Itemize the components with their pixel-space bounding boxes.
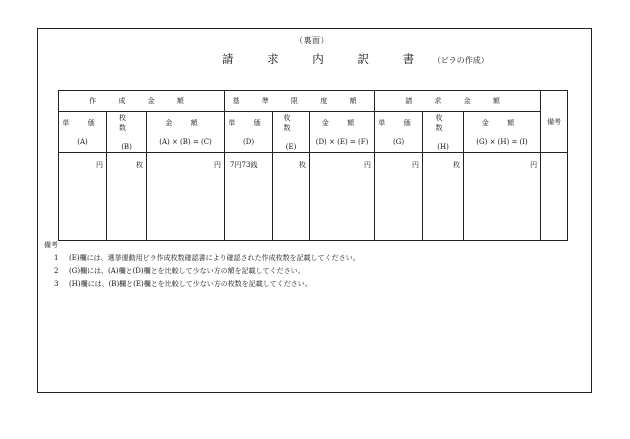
col-header-d: 単 価 (D) bbox=[225, 112, 273, 153]
remarks-header: 備考 bbox=[541, 91, 568, 153]
cell-c-amount[interactable]: 円 bbox=[147, 153, 225, 241]
col-header-h: 枚 数 (H) bbox=[423, 112, 464, 153]
col-header-i: 金 額 (G) × (H) = (I) bbox=[464, 112, 541, 153]
column-header-row bbox=[59, 112, 568, 153]
col-header-b: 枚 数 (B) bbox=[107, 112, 147, 153]
note-item: 1 (E)欄には、選挙運動用ビラ作成枚数確認書により確認された作成枚数を記載してください。 bbox=[54, 254, 360, 262]
col-header-e: 枚 数 (E) bbox=[273, 112, 310, 153]
data-row bbox=[59, 153, 568, 241]
cell-remarks[interactable] bbox=[541, 153, 568, 241]
claim-breakdown-table bbox=[58, 90, 568, 241]
side-label: （裏面） bbox=[295, 36, 329, 45]
col-header-f: 金 額 (D) × (E) = (F) bbox=[310, 112, 375, 153]
cell-i-amount[interactable]: 円 bbox=[464, 153, 541, 241]
col-header-a: 単 価 (A) bbox=[59, 112, 107, 153]
title-text: 請 求 内 訳 書 bbox=[222, 52, 430, 66]
cell-h-quantity[interactable]: 枚 bbox=[423, 153, 464, 241]
document-title bbox=[222, 51, 489, 67]
cell-a-unit-price[interactable]: 円 bbox=[59, 153, 107, 241]
cell-b-quantity[interactable]: 枚 bbox=[107, 153, 147, 241]
cell-g-unit-price[interactable]: 円 bbox=[375, 153, 423, 241]
note-item: 2 (G)欄には、(A)欄と(D)欄とを比較して少ない方の額を記載してください。 bbox=[54, 267, 305, 275]
notes-section bbox=[44, 239, 360, 291]
cell-f-amount[interactable]: 円 bbox=[310, 153, 375, 241]
group-header-row bbox=[59, 91, 568, 112]
group-standard-limit: 基 準 限 度 額 bbox=[225, 91, 375, 112]
col-header-g: 単 価 (G) bbox=[375, 112, 423, 153]
cell-e-quantity[interactable]: 枚 bbox=[273, 153, 310, 241]
group-making-amount: 作 成 金 額 bbox=[59, 91, 225, 112]
cell-d-unit-price[interactable]: 7円73銭 bbox=[225, 153, 273, 241]
notes-heading: 備考 bbox=[44, 241, 58, 249]
note-item: 3 (H)欄には、(B)欄と(E)欄とを比較して少ない方の枚数を記載してください。 bbox=[54, 280, 312, 288]
title-subtitle: （ビラの作成） bbox=[432, 56, 489, 65]
group-claim-amount: 請 求 金 額 bbox=[375, 91, 541, 112]
col-header-c: 金 額 (A) × (B) = (C) bbox=[147, 112, 225, 153]
